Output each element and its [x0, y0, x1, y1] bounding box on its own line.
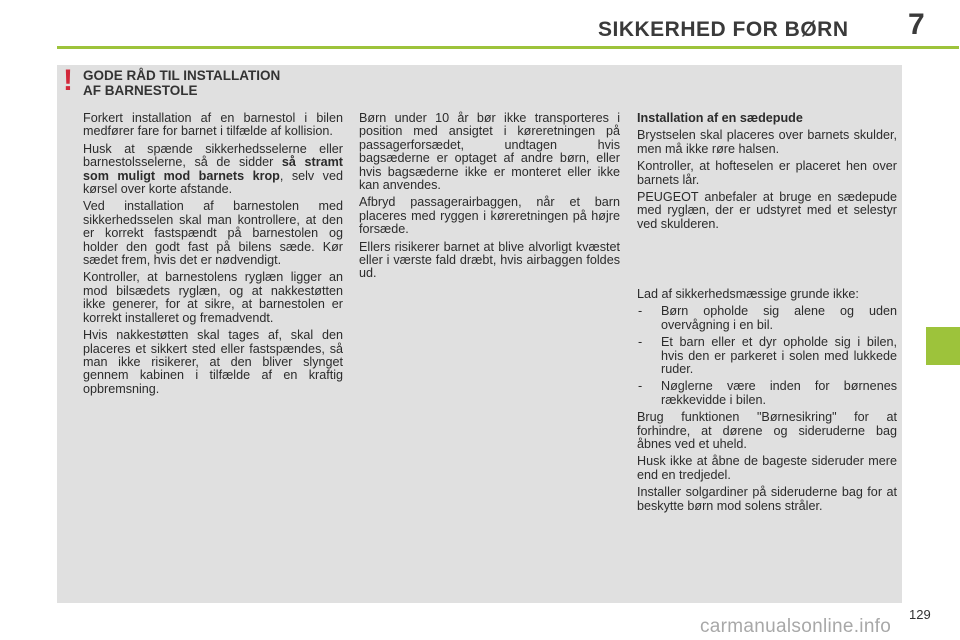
- paragraph: Ellers risikerer barnet at blive alvorligt kvæstet eller i værste fald dræbt, hvis airbaggen foldes ud.: [359, 239, 620, 281]
- emphasis-text: så stramt som muligt mod barnets krop: [83, 155, 343, 183]
- list-intro: Lad af sikkerhedsmæssige grunde ikke:: [637, 287, 859, 301]
- paragraph: Kontroller, at barnestolens ryglæn ligger an mod bilsædets ryglæn, og at nakkestøtten ikke generer, for at sikre, at barnestolen er korrekt installeret og fremadvendt.: [83, 270, 343, 325]
- page-number: 129: [909, 607, 931, 622]
- paragraph: Afbryd passagerairbaggen, når et barn placeres med ryggen i køreretningen på højre forsæde.: [359, 195, 620, 237]
- paragraph: Forkert installation af en barnestol i bilen medfører fare for barnet i tilfælde af kollision.: [83, 111, 343, 139]
- list-item: - Et barn eller et dyr opholde sig i bilen, hvis den er parkeret i solen med lukkede ruder.: [637, 336, 897, 376]
- paragraph: PEUGEOT anbefaler at bruge en sædepude med ryglæn, der er udstyret med et selestyr ved skulderen.: [637, 190, 897, 231]
- paragraph: Brug funktionen "Børnesikring" for at forhindre, at dørene og sideruderne bag åbnes ved et uheld.: [637, 410, 897, 452]
- paragraph: Hvis nakkestøtten skal tages af, skal den placeres et sikkert sted eller fastspændes, så man ikke risikerer, at den bliver slynget gennem kabinen i tilfælde af en kraftig opbremsning.: [83, 328, 343, 396]
- column-booster-seat: [637, 112, 897, 235]
- list-item: - Børn opholde sig alene og uden overvågning i en bil.: [637, 305, 897, 332]
- section-title: [83, 69, 343, 98]
- paragraph: Husk ikke at åbne de bageste sideruder mere end en tredjedel.: [637, 454, 897, 482]
- section-title-line1: GODE RÅD TIL INSTALLATION: [83, 68, 281, 83]
- column-airbag-advice: [359, 112, 620, 285]
- paragraph-seatbelt: Husk at spænde sikkerhedsselerne eller barnestolsselerne, så de sidder så stramt som muligt mod barnets krop, selv ved kørsel over korte afstande.: [83, 141, 343, 197]
- column-installation-advice: [83, 112, 343, 400]
- list-item: - Nøglerne være inden for børnenes rækkevidde i bilen.: [637, 380, 897, 407]
- paragraph: Børn under 10 år bør ikke transporteres i position med ansigtet i køreretningen på passagerforsædet, undtagen hvis bagsæderne er optaget af andre børn, eller hvis bagsæderne ikke er monteret eller ikke kan anvendes.: [359, 111, 620, 193]
- watermark: carmanualsonline.info: [700, 616, 892, 637]
- paragraph: Kontroller, at hofteselen er placeret hen over barnets lår.: [637, 159, 897, 187]
- warning-icon: !: [63, 64, 73, 97]
- header-divider: [57, 46, 959, 49]
- subheading: Installation af en sædepude: [637, 111, 803, 125]
- chapter-number: 7: [908, 8, 925, 41]
- page-title: SIKKERHED FOR BØRN: [598, 18, 849, 41]
- paragraph: Brystselen skal placeres over barnets skulder, men må ikke røre halsen.: [637, 128, 897, 156]
- paragraph: Installer solgardiner på sideruderne bag for at beskytte børn mod solens stråler.: [637, 485, 897, 513]
- chapter-side-tab: [926, 327, 960, 365]
- column-safety-reasons: [637, 288, 897, 517]
- section-title-line2: AF BARNESTOLE: [83, 82, 198, 98]
- paragraph: Ved installation af barnestolen med sikkerhedsselen skal man kontrollere, at den er korrekt fastspændt på barnestolen og holder den godt fast på bilens sæde. Kør sædet frem, hvis det er nødvendigt.: [83, 199, 343, 268]
- safety-list: [637, 305, 897, 407]
